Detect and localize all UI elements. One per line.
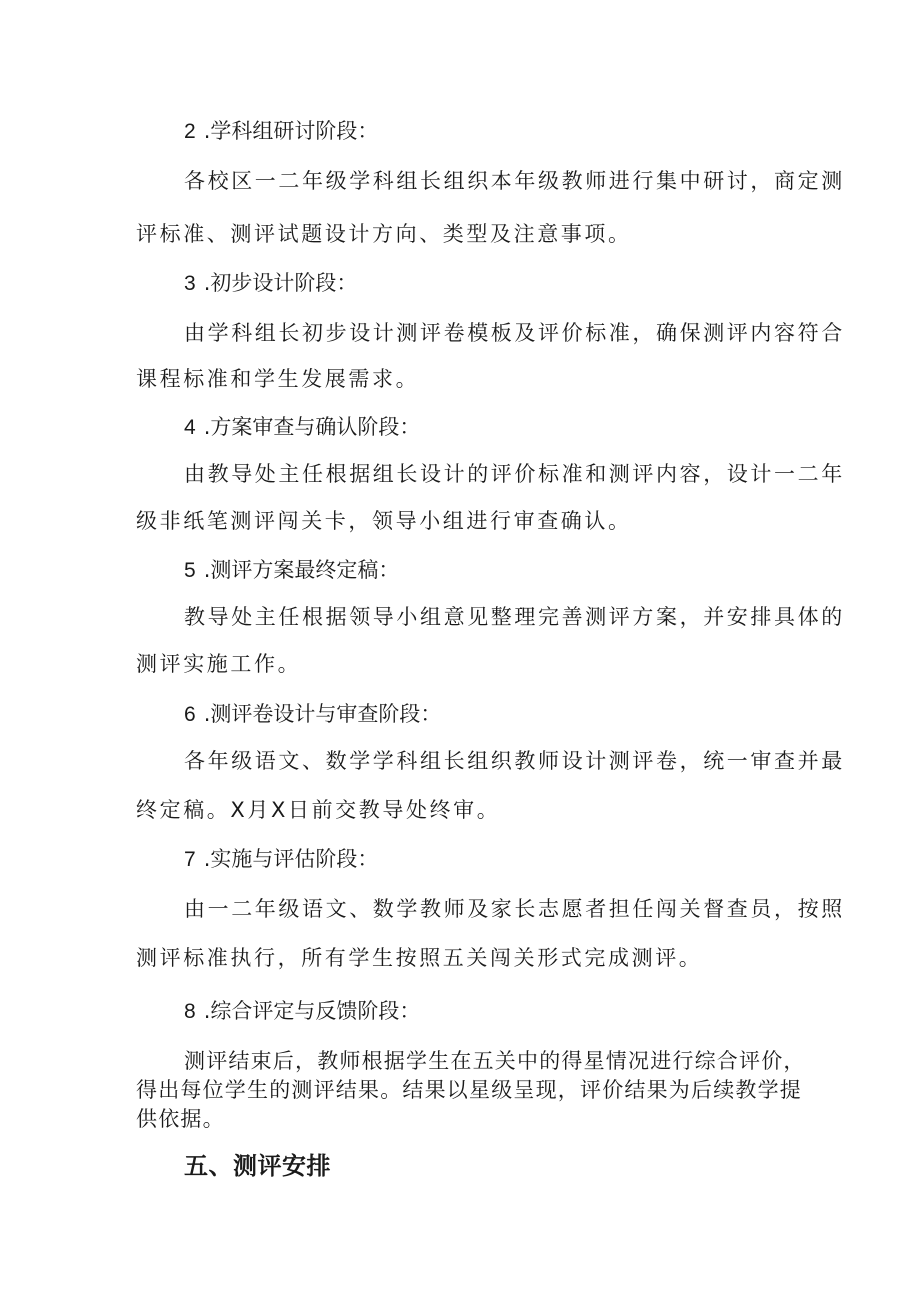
step-title: .实施与评估阶段： bbox=[203, 847, 379, 871]
step-title: .测评卷设计与审查阶段： bbox=[203, 702, 442, 726]
step-number: 3 bbox=[184, 272, 196, 295]
paragraph-line: 各校区一二年级学科组长组织本年级教师进行集中研讨，商定测 bbox=[184, 169, 845, 193]
paragraph-line: 测评实施工作。 bbox=[136, 652, 302, 676]
paragraph-line: 由教导处主任根据组长设计的评价标准和测评内容，设计一二年 bbox=[184, 462, 845, 486]
step-number: 5 bbox=[184, 559, 196, 582]
step-heading bbox=[184, 557, 399, 584]
paragraph-line: 终定稿。X月X日前交教导处终审。 bbox=[136, 798, 501, 822]
paragraph-line: 由学科组长初步设计测评卷模板及评价标准，确保测评内容符合 bbox=[184, 321, 845, 345]
step-heading bbox=[184, 701, 441, 728]
paragraph-line: 得出每位学生的测评结果。结果以星级呈现，评价结果为后续教学提 bbox=[136, 1078, 802, 1102]
paragraph-line: 由一二年级语文、数学教师及家长志愿者担任闯关督查员，按照 bbox=[184, 897, 845, 921]
step-title: .方案审查与确认阶段： bbox=[203, 415, 421, 439]
paragraph-line: 各年级语文、数学学科组长组织教师设计测评卷，统一审查并最 bbox=[184, 749, 845, 773]
paragraph-line: 课程标准和学生发展需求。 bbox=[136, 367, 420, 391]
step-title: .初步设计阶段： bbox=[203, 271, 358, 295]
paragraph-line: 级非纸笔测评闯关卡，领导小组进行审查确认。 bbox=[136, 509, 632, 533]
paragraph-line: 教导处主任根据领导小组意见整理完善测评方案，并安排具体的 bbox=[184, 605, 845, 629]
step-number: 6 bbox=[184, 703, 196, 726]
step-number: 2 bbox=[184, 120, 196, 143]
step-heading bbox=[184, 270, 357, 297]
paragraph-line: 评标准、测评试题设计方向、类型及注意事项。 bbox=[136, 222, 632, 246]
step-title: .学科组研讨阶段： bbox=[203, 119, 379, 143]
step-heading bbox=[184, 118, 378, 145]
step-heading bbox=[184, 414, 420, 441]
step-heading bbox=[184, 846, 378, 873]
step-number: 7 bbox=[184, 848, 196, 871]
section-title: 五、测评安排 bbox=[184, 1152, 331, 1180]
step-title: .测评方案最终定稿： bbox=[203, 558, 400, 582]
step-heading bbox=[184, 998, 420, 1025]
paragraph-line: 测评结束后，教师根据学生在五关中的得星情况进行综合评价， bbox=[184, 1049, 806, 1073]
paragraph-line: 供依据。 bbox=[136, 1107, 225, 1131]
step-title: .综合评定与反馈阶段： bbox=[203, 999, 421, 1023]
step-number: 4 bbox=[184, 416, 196, 439]
step-number: 8 bbox=[184, 1000, 196, 1023]
paragraph-line: 测评标准执行，所有学生按照五关闯关形式完成测评。 bbox=[136, 946, 703, 970]
